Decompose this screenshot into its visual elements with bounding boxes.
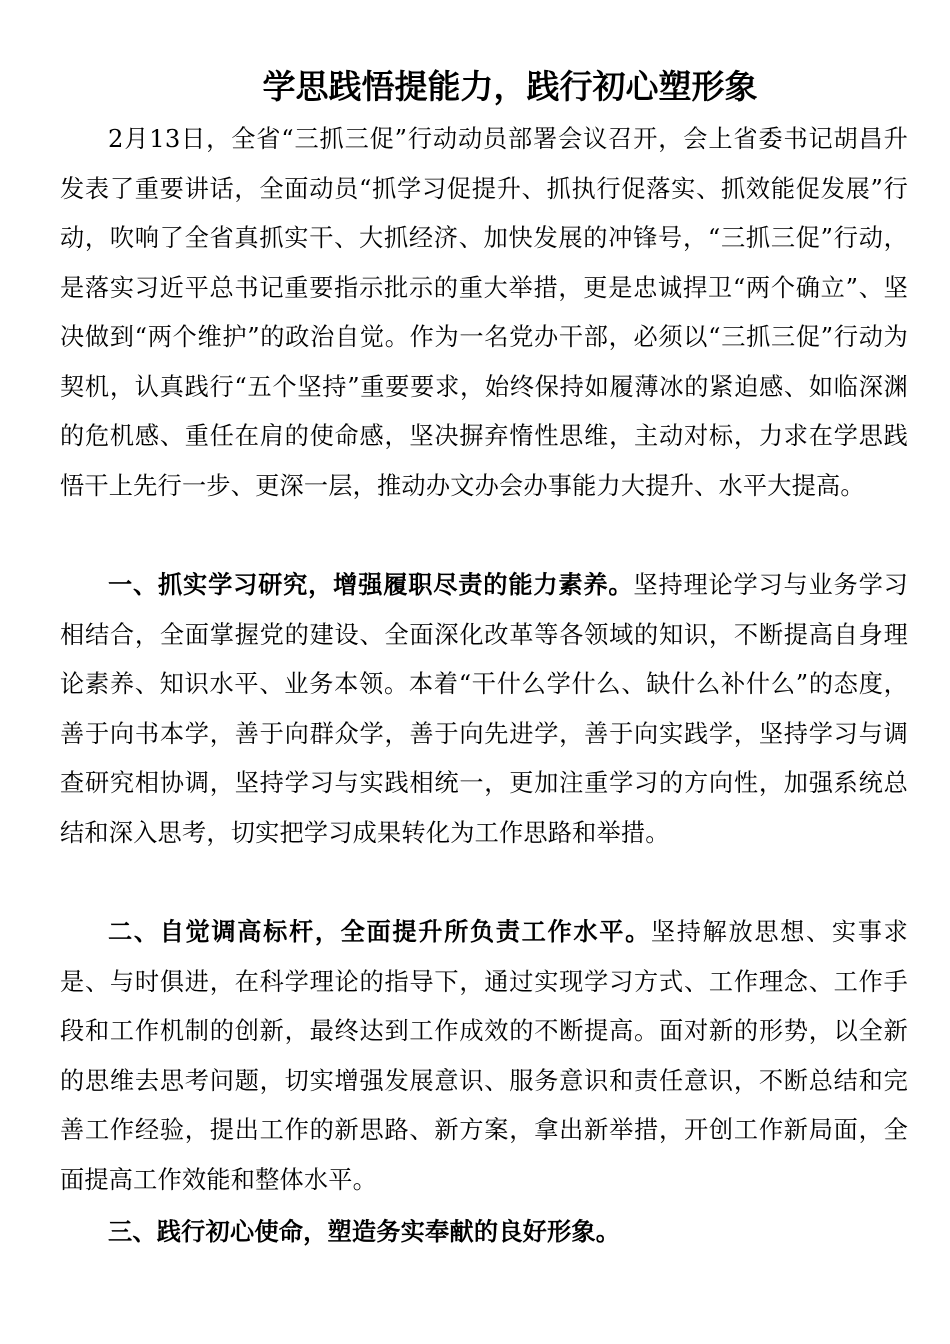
section-heading: 一、抓实学习研究，增强履职尽责的能力素养。 <box>108 571 634 599</box>
document-title: 学思践悟提能力，践行初心塑形象 <box>262 67 758 106</box>
paragraph-body: 2月13日，全省“三抓三促”行动动员部署会议召开，会上省委书记胡昌升发表了重要讲话，全面动员“抓学习促提升、抓执行促落实、抓效能促发展”行动，吹响了全省真抓实干、大抓经济、加快发展的冲锋号，“三抓三促”行动，是落实习近平总书记重要指示批示的重大举措，更是忠诚捍卫“两个确立”、坚决做到“两个维护”的政治自觉。作为一名党办干部，必须以“三抓三促”行动为契机，认真践行“五个坚持”重要要求，始终保持如履薄冰的紧迫感、如临深渊的危机感、重任在肩的使命感，坚决摒弃惰性思维，主动对标，力求在学思践悟干上先行一步、更深一层，推动办文办会办事能力大提升、水平大提高。 <box>60 125 908 500</box>
section-heading: 二、自觉调高标杆，全面提升所负责工作水平。 <box>108 918 651 946</box>
section-heading: 三、践行初心使命，塑造务实奉献的良好形象。 <box>108 1218 621 1246</box>
paragraph-body: 坚持解放思想、实事求是、与时俱进，在科学理论的指导下，通过实现学习方式、工作理念、工作手段和工作机制的创新，最终达到工作成效的不断提高。面对新的形势，以全新的思维去思考问题，切实增强发展意识、服务意识和责任意识，不断总结和完善工作经验，提出工作的新思路、新方案，拿出新举措，开创工作新局面，全面提高工作效能和整体水平。 <box>60 918 908 1194</box>
paragraph-section-1 <box>60 561 908 858</box>
paragraph-intro <box>60 115 908 511</box>
paragraph-body: 坚持理论学习与业务学习相结合，全面掌握党的建设、全面深化改革等各领域的知识，不断提高自身理论素养、知识水平、业务本领。本着“干什么学什么、缺什么补什么”的态度，善于向书本学，善于向群众学，善于向先进学，善于向实践学，坚持学习与调查研究相协调，坚持学习与实践相统一，更加注重学习的方向性，加强系统总结和深入思考，切实把学习成果转化为工作思路和举措。 <box>60 571 909 847</box>
paragraph-section-2 <box>60 908 908 1205</box>
paragraph-section-3 <box>60 1208 908 1258</box>
